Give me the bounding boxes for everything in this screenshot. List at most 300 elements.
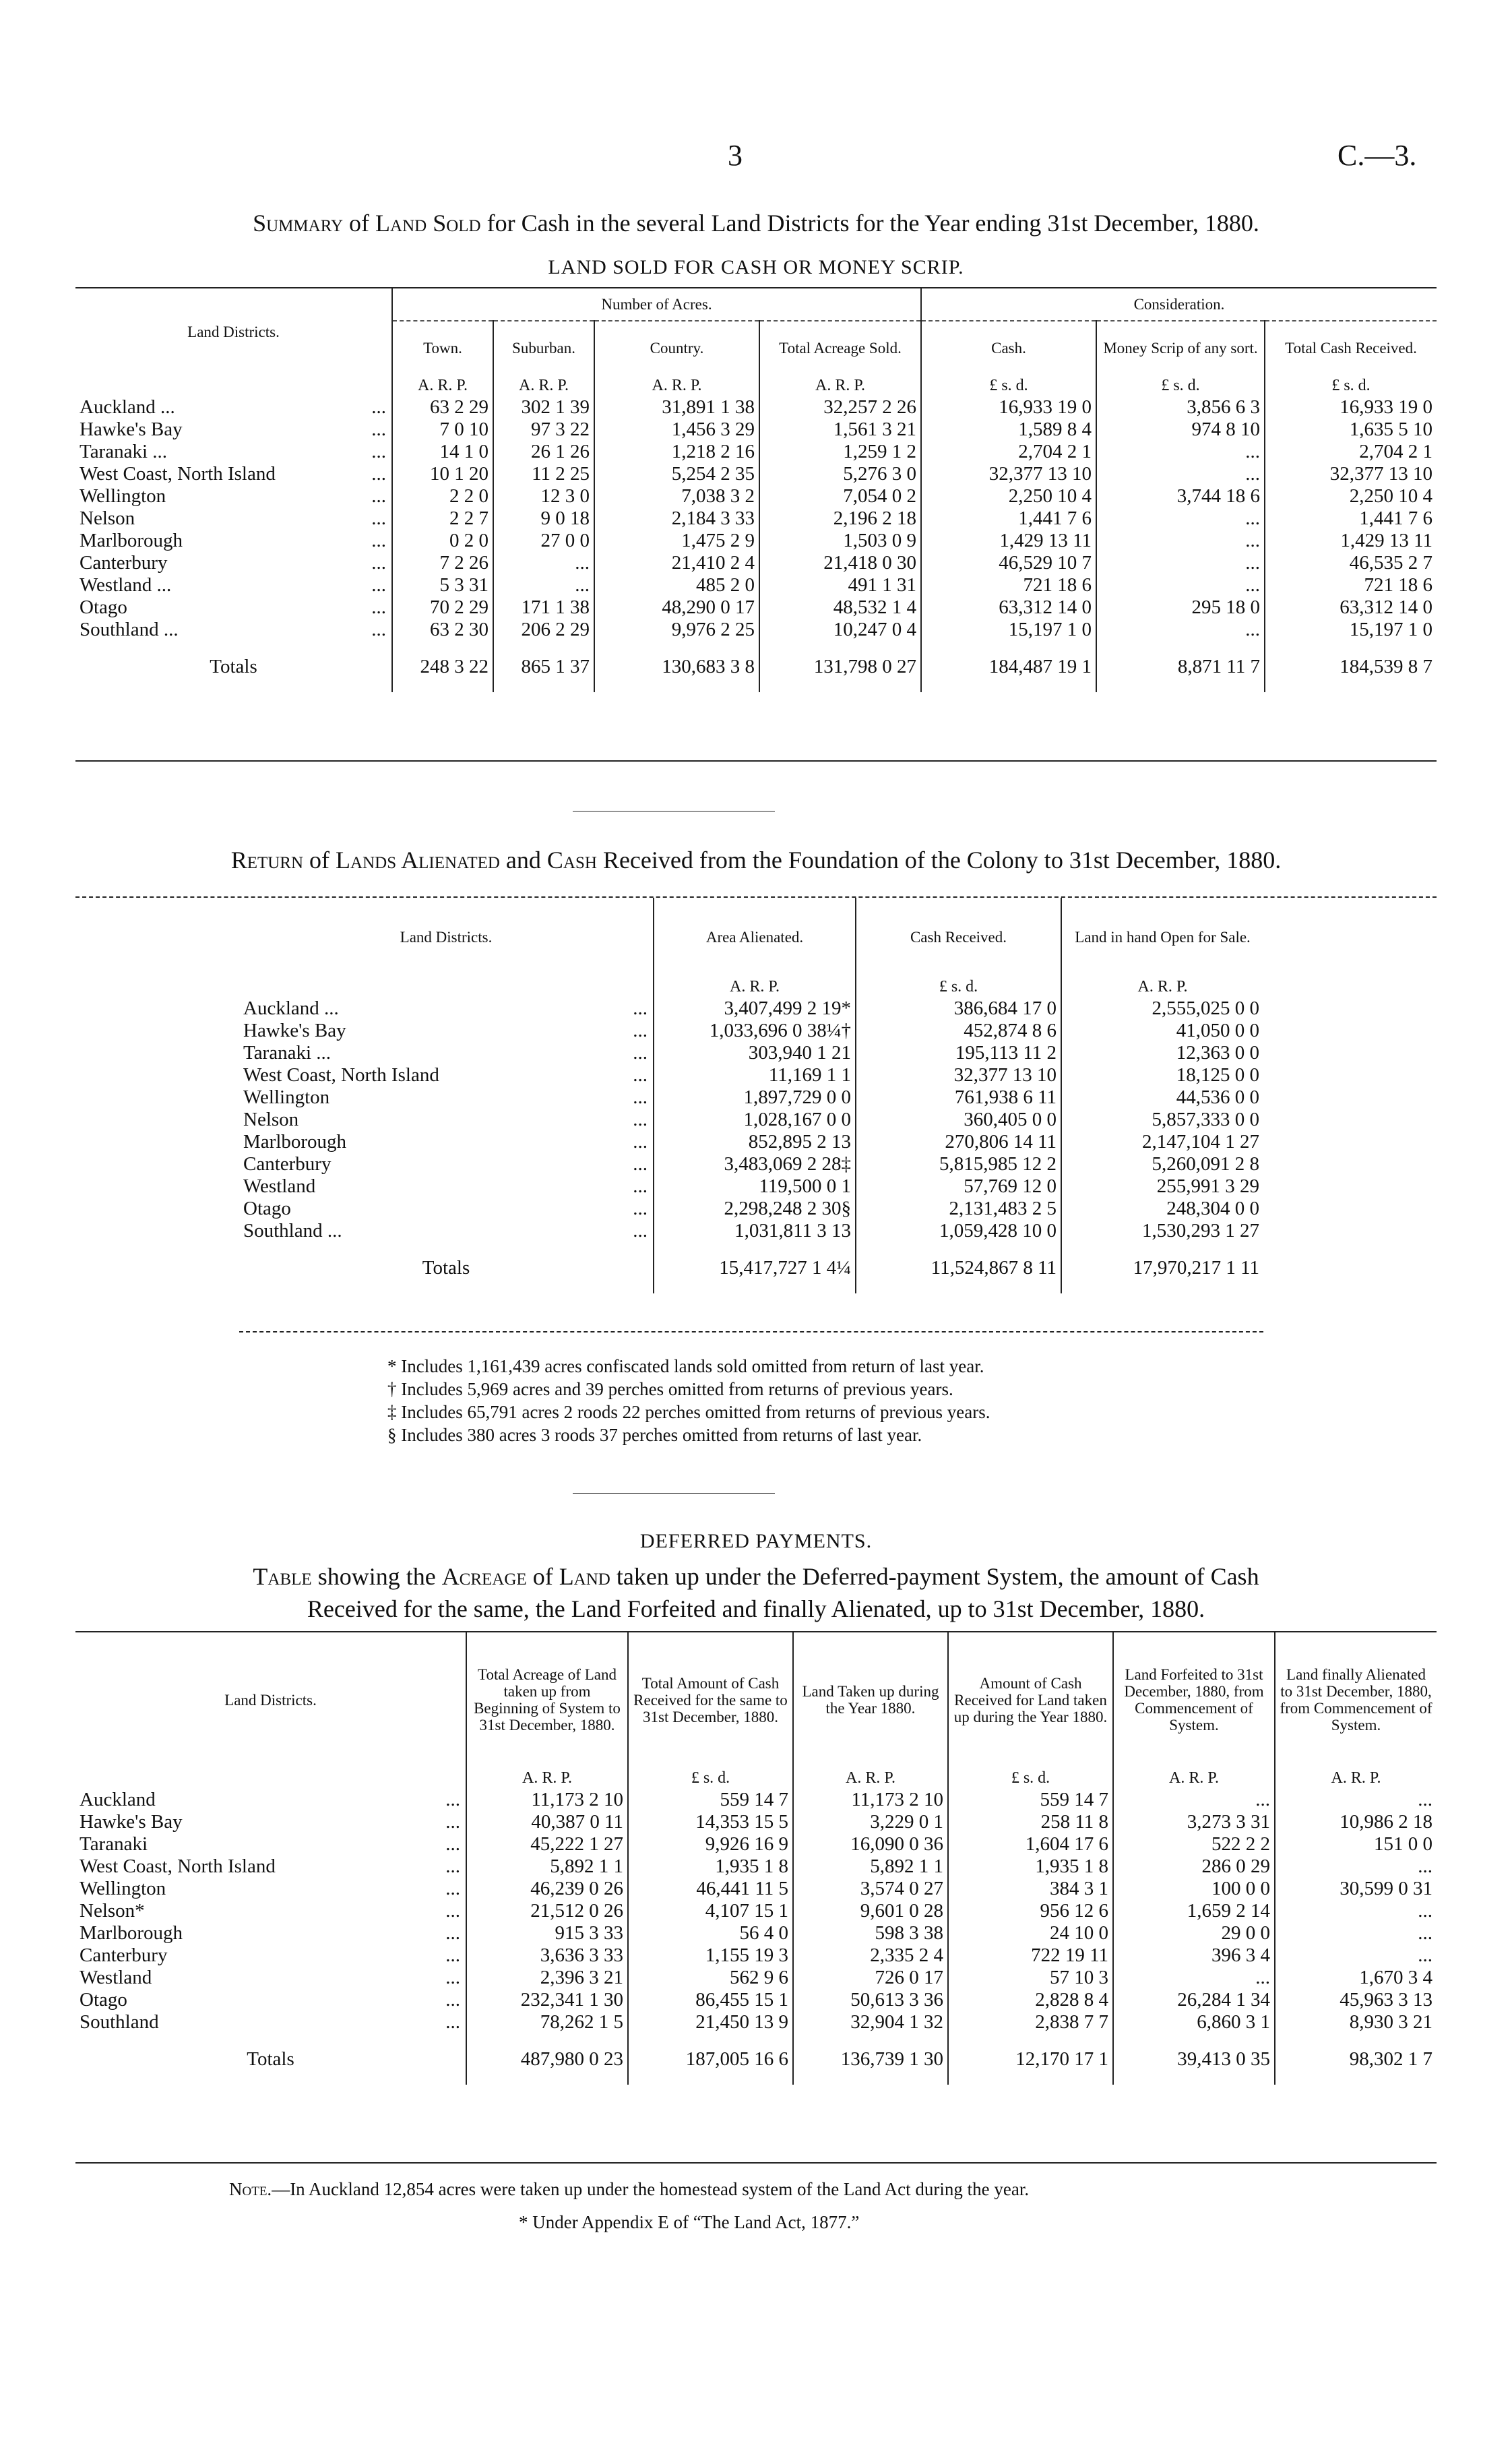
table-row (75, 1900, 1437, 1922)
leader-dots: ... (633, 1153, 648, 1175)
table-row (239, 1131, 1263, 1153)
table-row (75, 574, 1437, 596)
table-cell: 302 1 39 (493, 396, 594, 419)
district-name (239, 1198, 654, 1220)
deferred-title-acreage: Acreage (441, 1563, 527, 1590)
unit-label: £ s. d. (856, 976, 1061, 998)
district-label: Auckland (80, 1789, 156, 1810)
table-cell: 721 18 6 (921, 574, 1096, 596)
deferred-header-total-cash: Total Amount of Cash Received for the same to 31st December, 1880. (628, 1632, 793, 1767)
table-cell: 78,262 1 5 (466, 2011, 628, 2033)
table-cell: 1,028,167 0 0 (654, 1109, 856, 1131)
district-name (239, 1109, 654, 1131)
table-cell: 3,744 18 6 (1096, 485, 1265, 508)
table-cell: 32,257 2 26 (759, 396, 921, 419)
table-row (75, 596, 1437, 619)
leader-dots: ... (371, 574, 386, 596)
district-label: Auckland ... (243, 998, 339, 1019)
table-cell: 1,561 3 21 (759, 419, 921, 441)
table-cell: 57,769 12 0 (856, 1175, 1061, 1198)
leader-dots: ... (445, 1922, 460, 1944)
unit-label: A. R. P. (466, 1767, 628, 1789)
table-cell: ... (1113, 1967, 1275, 1989)
unit-label: A. R. P. (1275, 1767, 1437, 1789)
unit-label: £ s. d. (1096, 375, 1265, 396)
summary-title-mid: of (343, 210, 376, 237)
totals-cell: 184,487 19 1 (921, 641, 1096, 692)
table-cell: 232,341 1 30 (466, 1989, 628, 2011)
table-cell: ... (1096, 441, 1265, 463)
district-label: Nelson* (80, 1900, 145, 1922)
table-row (75, 619, 1437, 641)
table-row (239, 1220, 1263, 1242)
district-label: Marlborough (80, 1922, 183, 1944)
footnote-2: † Includes 5,969 acres and 39 perches omitted from returns of previous years. (387, 1379, 953, 1399)
table-row (75, 396, 1437, 419)
district-label: Canterbury (80, 552, 168, 574)
table-cell: 7 2 26 (392, 552, 493, 574)
table-cell: 598 3 38 (793, 1922, 948, 1944)
alienated-header-districts: Land Districts. (400, 928, 493, 946)
leader-dots: ... (633, 1064, 648, 1086)
table-cell: 1,031,811 3 13 (654, 1220, 856, 1242)
district-name (239, 1064, 654, 1086)
table-row (239, 1175, 1263, 1198)
district-label: Canterbury (243, 1153, 332, 1175)
district-name (75, 485, 392, 508)
district-name (75, 1856, 466, 1878)
table-cell: 9,926 16 9 (628, 1833, 793, 1856)
table-cell: ... (1275, 1900, 1437, 1922)
units-row (75, 375, 1437, 396)
table-cell: 386,684 17 0 (856, 998, 1061, 1020)
summary-header-country: Country. (594, 321, 759, 375)
table-row (239, 1198, 1263, 1220)
district-label: West Coast, North Island (80, 463, 276, 485)
summary-header-cash: Cash. (921, 321, 1096, 375)
table-row (239, 1020, 1263, 1042)
summary-header-acres-group: Number of Acres. (392, 288, 921, 321)
table-cell: 63 2 29 (392, 396, 493, 419)
table-cell: 1,530,293 1 27 (1061, 1220, 1263, 1242)
table-cell: 1,429 13 11 (1265, 530, 1437, 552)
table-row (239, 1086, 1263, 1109)
totals-cell: 187,005 16 6 (628, 2033, 793, 2085)
district-name (75, 530, 392, 552)
totals-row (75, 2033, 1437, 2085)
district-name (75, 1922, 466, 1944)
district-label: Canterbury (80, 1944, 168, 1966)
summary-header-total-cash: Total Cash Received. (1265, 321, 1437, 375)
leader-dots: ... (633, 1042, 648, 1064)
leader-dots: ... (371, 530, 386, 551)
district-name (75, 419, 392, 441)
section-divider-2 (573, 1493, 775, 1494)
table-cell: 3,229 0 1 (793, 1811, 948, 1833)
totals-row (239, 1242, 1263, 1293)
district-label: Hawke's Bay (243, 1020, 346, 1041)
district-label: Marlborough (80, 530, 183, 551)
table-cell: 852,895 2 13 (654, 1131, 856, 1153)
leader-dots: ... (371, 485, 386, 507)
totals-cell: 12,170 17 1 (948, 2033, 1113, 2085)
table-cell: ... (493, 552, 594, 574)
footnote-3: ‡ Includes 65,791 acres 2 roods 22 perches omitted from returns of previous years. (387, 1402, 990, 1422)
alienated-header-open: Land in hand Open for Sale. (1061, 898, 1263, 976)
units-spacer (239, 976, 654, 998)
table-cell: 3,483,069 2 28‡ (654, 1153, 856, 1175)
unit-label: A. R. P. (759, 375, 921, 396)
district-label: Otago (243, 1198, 291, 1219)
table-cell: 5,254 2 35 (594, 463, 759, 485)
table-cell: 57 10 3 (948, 1967, 1113, 1989)
table-cell: 5 3 31 (392, 574, 493, 596)
table-row (75, 1944, 1437, 1967)
table-cell: 11,173 2 10 (466, 1789, 628, 1811)
units-spacer (75, 1767, 466, 1789)
table-cell: 1,897,729 0 0 (654, 1086, 856, 1109)
table-cell: 41,050 0 0 (1061, 1020, 1263, 1042)
table-cell: 1,635 5 10 (1265, 419, 1437, 441)
district-label: Taranaki (80, 1833, 148, 1855)
district-name (75, 1878, 466, 1900)
table-cell: 1,475 2 9 (594, 530, 759, 552)
table-cell: 32,377 13 10 (921, 463, 1096, 485)
district-label: Otago (80, 1989, 127, 2011)
leader-dots: ... (633, 1220, 648, 1242)
unit-label: A. R. P. (1061, 976, 1263, 998)
totals-cell: 130,683 3 8 (594, 641, 759, 692)
table-cell: 26 1 26 (493, 441, 594, 463)
totals-cell: 15,417,727 1 4¼ (654, 1242, 856, 1293)
district-name (75, 574, 392, 596)
leader-dots: ... (371, 419, 386, 440)
district-label: Marlborough (243, 1131, 347, 1153)
table-cell: 27 0 0 (493, 530, 594, 552)
leader-dots: ... (633, 1198, 648, 1219)
deferred-note-text: —In Auckland 12,854 acres were taken up under the homestead system of the Land Act during the year. (272, 2179, 1030, 2199)
district-label: Westland (243, 1175, 316, 1197)
totals-label: Totals (210, 656, 257, 677)
leader-dots: ... (445, 2011, 460, 2033)
totals-cell: 11,524,867 8 11 (856, 1242, 1061, 1293)
table-cell: 10,986 2 18 (1275, 1811, 1437, 1833)
totals-label: Totals (247, 2048, 294, 2070)
unit-label: A. R. P. (493, 375, 594, 396)
table-cell: 255,991 3 29 (1061, 1175, 1263, 1198)
table-cell: 485 2 0 (594, 574, 759, 596)
deferred-note-label: Note. (229, 2179, 272, 2199)
deferred-header-districts: Land Districts. (224, 1691, 317, 1709)
table-cell: 5,892 1 1 (793, 1856, 948, 1878)
district-label: Hawke's Bay (80, 419, 183, 440)
leader-dots: ... (445, 1900, 460, 1922)
table-cell: 1,218 2 16 (594, 441, 759, 463)
table-cell: ... (1096, 574, 1265, 596)
district-label: Southland ... (243, 1220, 342, 1242)
table-cell: 63,312 14 0 (921, 596, 1096, 619)
table-cell: 5,276 3 0 (759, 463, 921, 485)
table-row (75, 463, 1437, 485)
table-cell: ... (1275, 1922, 1437, 1944)
district-name (75, 552, 392, 574)
leader-dots: ... (633, 1131, 648, 1153)
table-row (239, 1042, 1263, 1064)
table-cell: 360,405 0 0 (856, 1109, 1061, 1131)
district-label: Westland ... (80, 574, 172, 596)
district-label: Southland (80, 2011, 159, 2033)
alienated-title-lands: Lands Alienated (336, 847, 500, 873)
table-cell: 303,940 1 21 (654, 1042, 856, 1064)
table-cell: 44,536 0 0 (1061, 1086, 1263, 1109)
district-name (75, 1967, 466, 1989)
summary-header-consideration: Consideration. (921, 288, 1437, 321)
table-cell: 31,891 1 38 (594, 396, 759, 419)
alienated-title-mid2: and (499, 847, 547, 873)
totals-label: Totals (422, 1257, 470, 1279)
table-row (75, 1856, 1437, 1878)
summary-table (75, 288, 1437, 692)
deferred-bottom-rule (75, 2162, 1437, 2164)
table-cell: 1,033,696 0 38¼† (654, 1020, 856, 1042)
leader-dots: ... (445, 1944, 460, 1966)
table-cell: 10,247 0 4 (759, 619, 921, 641)
table-cell: 562 9 6 (628, 1967, 793, 1989)
table-cell: 32,377 13 10 (856, 1064, 1061, 1086)
district-name (75, 619, 392, 641)
totals-row (75, 641, 1437, 692)
deferred-header-cash-year: Amount of Cash Received for Land taken up during the Year 1880. (948, 1632, 1113, 1767)
table-cell: 4,107 15 1 (628, 1900, 793, 1922)
deferred-heading: DEFERRED PAYMENTS. (639, 1530, 873, 1552)
table-cell: 2,147,104 1 27 (1061, 1131, 1263, 1153)
table-cell: 119,500 0 1 (654, 1175, 856, 1198)
table-cell: 48,532 1 4 (759, 596, 921, 619)
district-label: Otago (80, 596, 127, 618)
unit-label: A. R. P. (793, 1767, 948, 1789)
leader-dots: ... (445, 1989, 460, 2011)
table-cell: 14 1 0 (392, 441, 493, 463)
summary-header-money-scrip: Money Scrip of any sort. (1096, 321, 1265, 375)
table-cell: 206 2 29 (493, 619, 594, 641)
table-cell: 1,935 1 8 (948, 1856, 1113, 1878)
district-label: West Coast, North Island (243, 1064, 439, 1086)
table-row (75, 1967, 1437, 1989)
table-cell: 452,874 8 6 (856, 1020, 1061, 1042)
table-row (75, 1811, 1437, 1833)
table-row (75, 508, 1437, 530)
table-cell: 2,250 10 4 (1265, 485, 1437, 508)
table-cell: ... (493, 574, 594, 596)
summary-title (67, 209, 1445, 237)
units-row (75, 1767, 1437, 1789)
table-cell: 1,059,428 10 0 (856, 1220, 1061, 1242)
table-cell: 2,184 3 33 (594, 508, 759, 530)
table-cell: 18,125 0 0 (1061, 1064, 1263, 1086)
leader-dots: ... (633, 998, 648, 1019)
deferred-note (229, 2179, 1029, 2200)
district-label: Nelson (80, 508, 135, 529)
table-cell: 270,806 14 11 (856, 1131, 1061, 1153)
table-cell: 16,933 19 0 (921, 396, 1096, 419)
table-row (75, 485, 1437, 508)
deferred-title-line2: Received for the same, the Land Forfeited and finally Alienated, up to 31st December, 1880. (307, 1595, 1205, 1622)
table-row (75, 1922, 1437, 1944)
district-name (75, 463, 392, 485)
totals-cell: 136,739 1 30 (793, 2033, 948, 2085)
district-name (239, 998, 654, 1020)
totals-cell: 248 3 22 (392, 641, 493, 692)
table-cell: 16,090 0 36 (793, 1833, 948, 1856)
deferred-title-lead: Table (253, 1563, 312, 1590)
table-cell: 97 3 22 (493, 419, 594, 441)
deferred-header-land-taken: Land Taken up during the Year 1880. (793, 1632, 948, 1767)
table-cell: 26,284 1 34 (1113, 1989, 1275, 2011)
table-cell: 86,455 15 1 (628, 1989, 793, 2011)
district-label: Hawke's Bay (80, 1811, 183, 1833)
district-name (75, 2011, 466, 2033)
table-cell: 46,239 0 26 (466, 1878, 628, 1900)
summary-subtitle: LAND SOLD FOR CASH OR MONEY SCRIP. (548, 256, 964, 278)
table-cell: 295 18 0 (1096, 596, 1265, 619)
table-cell: 0 2 0 (392, 530, 493, 552)
table-cell: 6,860 3 1 (1113, 2011, 1275, 2033)
table-cell: 21,450 13 9 (628, 2011, 793, 2033)
table-cell: 63,312 14 0 (1265, 596, 1437, 619)
leader-dots: ... (445, 1967, 460, 1988)
leader-dots: ... (445, 1878, 460, 1899)
totals-cell: 8,871 11 7 (1096, 641, 1265, 692)
leader-dots: ... (445, 1789, 460, 1810)
totals-cell: 98,302 1 7 (1275, 2033, 1437, 2085)
table-cell: 5,260,091 2 8 (1061, 1153, 1263, 1175)
table-cell: ... (1275, 1789, 1437, 1811)
summary-title-land-sold: Land Sold (375, 210, 481, 237)
table-cell: 56 4 0 (628, 1922, 793, 1944)
table-row (75, 1833, 1437, 1856)
unit-label: A. R. P. (654, 976, 856, 998)
table-cell: 2,196 2 18 (759, 508, 921, 530)
table-cell: 1,456 3 29 (594, 419, 759, 441)
district-name (75, 1989, 466, 2011)
table-row (75, 552, 1437, 574)
table-cell: 21,410 2 4 (594, 552, 759, 574)
table-cell: 3,856 6 3 (1096, 396, 1265, 419)
table-cell: 7,038 3 2 (594, 485, 759, 508)
table-cell: 46,529 10 7 (921, 552, 1096, 574)
table-cell: 151 0 0 (1275, 1833, 1437, 1856)
district-label: Wellington (80, 1878, 166, 1899)
table-cell: 721 18 6 (1265, 574, 1437, 596)
table-cell: ... (1275, 1856, 1437, 1878)
table-cell: 45,963 3 13 (1275, 1989, 1437, 2011)
deferred-table (75, 1632, 1437, 2085)
table-cell: 2,335 2 4 (793, 1944, 948, 1967)
table-cell: 2,250 10 4 (921, 485, 1096, 508)
table-cell: 11 2 25 (493, 463, 594, 485)
table-cell: 915 3 33 (466, 1922, 628, 1944)
table-cell: 1,155 19 3 (628, 1944, 793, 1967)
table-cell: ... (1096, 463, 1265, 485)
leader-dots: ... (633, 1020, 648, 1041)
district-label: Wellington (80, 485, 166, 507)
table-row (75, 2011, 1437, 2033)
table-cell: 2,555,025 0 0 (1061, 998, 1263, 1020)
deferred-title-mid2: of (526, 1563, 559, 1590)
table-cell: 2,828 8 4 (948, 1989, 1113, 2011)
summary-header-districts: Land Districts. (187, 323, 280, 340)
deferred-header-total-acreage: Total Acreage of Land taken up from Beginning of System to 31st December, 1880. (466, 1632, 628, 1767)
table-row (75, 1878, 1437, 1900)
table-cell: 1,604 17 6 (948, 1833, 1113, 1856)
table-cell: 1,441 7 6 (921, 508, 1096, 530)
table-cell: ... (1096, 508, 1265, 530)
table-cell: 32,377 13 10 (1265, 463, 1437, 485)
units-spacer (75, 375, 392, 396)
table-cell: 9,976 2 25 (594, 619, 759, 641)
table-row (75, 441, 1437, 463)
unit-label: A. R. P. (1113, 1767, 1275, 1789)
district-name (239, 1086, 654, 1109)
district-name (75, 1789, 466, 1811)
table-cell: 8,930 3 21 (1275, 2011, 1437, 2033)
leader-dots: ... (371, 508, 386, 529)
table-cell: 171 1 38 (493, 596, 594, 619)
table-cell: 7,054 0 2 (759, 485, 921, 508)
leader-dots: ... (371, 441, 386, 462)
table-cell: 5,892 1 1 (466, 1856, 628, 1878)
deferred-title-line1 (67, 1562, 1445, 1591)
alienated-header-area: Area Alienated. (654, 898, 856, 976)
table-cell: 5,857,333 0 0 (1061, 1109, 1263, 1131)
district-name (239, 1220, 654, 1242)
table-cell: 2,838 7 7 (948, 2011, 1113, 2033)
deferred-header-forfeited: Land Forfeited to 31st December, 1880, from Commencement of System. (1113, 1632, 1275, 1767)
leader-dots: ... (371, 463, 386, 485)
table-cell: 9,601 0 28 (793, 1900, 948, 1922)
alienated-header-cash: Cash Received. (856, 898, 1061, 976)
table-cell: 195,113 11 2 (856, 1042, 1061, 1064)
table-cell: 48,290 0 17 (594, 596, 759, 619)
summary-title-lead: Summary (253, 210, 344, 237)
alienated-title-lead: Return (230, 847, 304, 873)
table-cell: 11,173 2 10 (793, 1789, 948, 1811)
table-cell: 3,574 0 27 (793, 1878, 948, 1900)
district-name (239, 1131, 654, 1153)
table-cell: 396 3 4 (1113, 1944, 1275, 1967)
table-cell: 29 0 0 (1113, 1922, 1275, 1944)
unit-label: £ s. d. (921, 375, 1096, 396)
table-row (239, 1064, 1263, 1086)
table-cell: 248,304 0 0 (1061, 1198, 1263, 1220)
district-name (75, 441, 392, 463)
table-cell: 32,904 1 32 (793, 2011, 948, 2033)
table-cell: 3,636 3 33 (466, 1944, 628, 1967)
table-cell: 956 12 6 (948, 1900, 1113, 1922)
totals-cell: 131,798 0 27 (759, 641, 921, 692)
district-label: Taranaki ... (243, 1042, 332, 1064)
district-name (75, 396, 392, 419)
table-row (75, 419, 1437, 441)
table-cell: 1,503 0 9 (759, 530, 921, 552)
summary-header-suburban: Suburban. (493, 321, 594, 375)
table-cell: 2,704 2 1 (921, 441, 1096, 463)
unit-label: A. R. P. (594, 375, 759, 396)
table-row (75, 530, 1437, 552)
leader-dots: ... (371, 596, 386, 618)
leader-dots: ... (633, 1175, 648, 1197)
totals-cell: 865 1 37 (493, 641, 594, 692)
